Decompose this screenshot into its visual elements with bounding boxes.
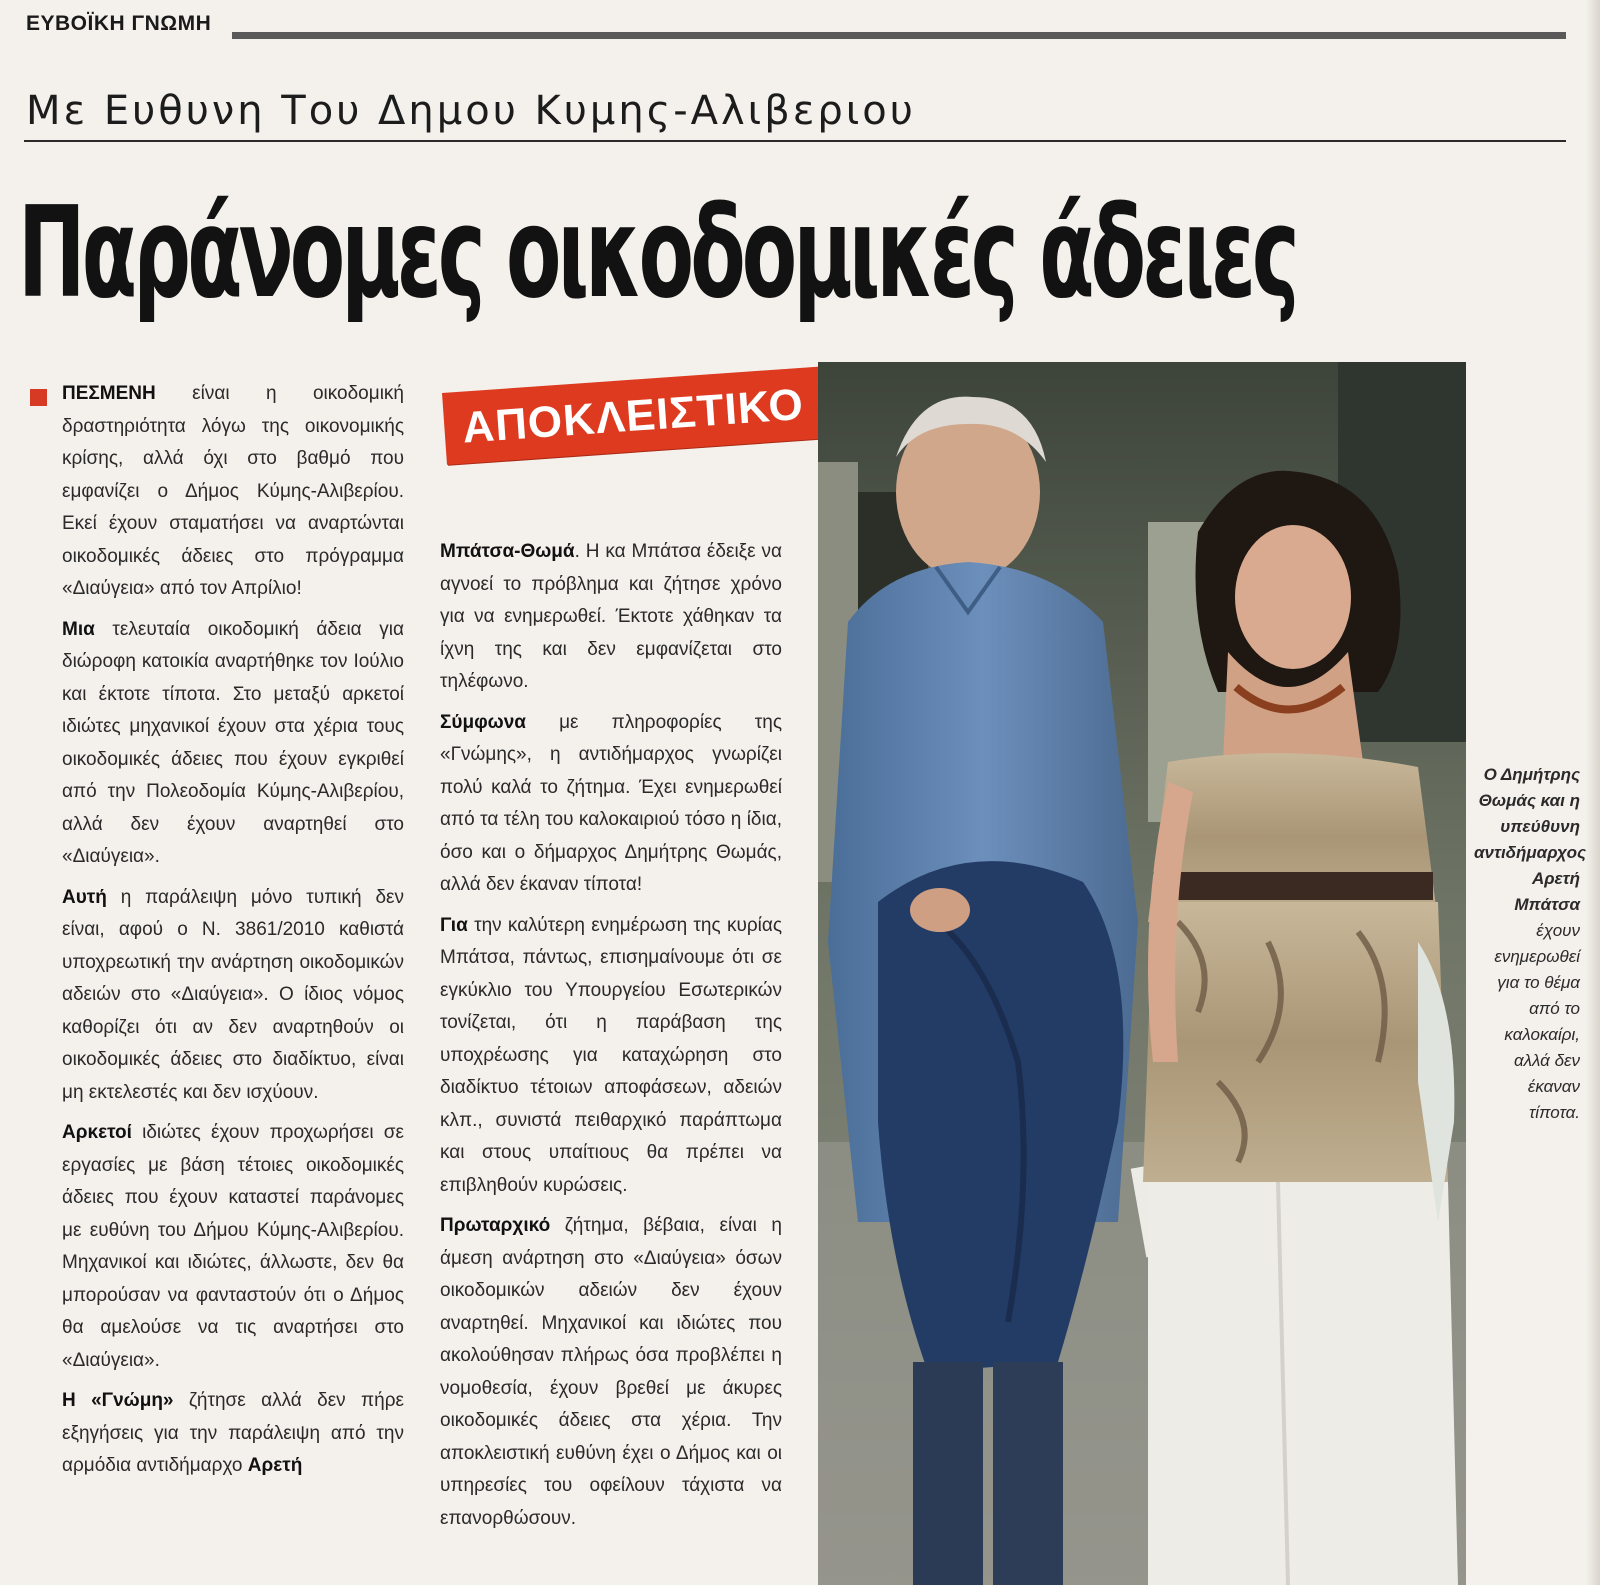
section-rule: [24, 140, 1566, 142]
paragraph: [440, 536, 782, 699]
paragraph-text: είναι η οικοδομική δραστηριότητα λόγω της οικονομικής κρίσης, αλλά όχι στο βαθμό που εμφανίζει ο Δήμος Κύμης-Αλιβερίου. Εκεί έχουν σταματήσει να αναρτώνται οικοδομικές άδειες στο πρόγραμμα «Διαύγεια» από τον Απρίλιο!: [62, 383, 404, 599]
paragraph-tail: Αρετή: [247, 1455, 303, 1476]
article-column-1: [62, 378, 404, 1491]
paragraph-lead: ΠΕΣΜΕΝΗ: [62, 383, 156, 404]
paragraph-lead: Η «Γνώμη»: [62, 1390, 174, 1411]
paragraph: [62, 1385, 404, 1483]
lead-bullet: [30, 389, 47, 406]
paragraph-lead: Μπάτσα-Θωμά: [440, 541, 575, 562]
caption-lead: Ο Δημήτρης Θωμάς και η υπεύθυνη αντιδήμαρχος Αρετή Μπάτσα: [1474, 765, 1587, 914]
paragraph: [62, 614, 404, 874]
paragraph-text: ιδιώτες έχουν προχωρήσει σε εργασίες με βάση τέτοιες οικοδομικές άδειες που έχουν καταστεί παράνομες με ευθύνη του Δήμου Κύμης-Αλιβερίου. Μηχανικοί και ιδιώτες, άλλωστε, δεν θα μπορούσαν να φανταστούν ότι ο Δήμος θα αμελούσε να τις αναρτήσει στο «Διαύγεια».: [62, 1122, 404, 1371]
paragraph-lead: Σύμφωνα: [440, 711, 526, 733]
paragraph-lead: Για: [440, 914, 468, 936]
paragraph-text: ζήτησε αλλά δεν πήρε εξηγήσεις για την παράλειψη από την αρμόδια αντιδήμαρχο: [62, 1390, 405, 1476]
photo-caption: [1474, 762, 1587, 1126]
paragraph-text: ζήτημα, βέβαια, είναι η άμεση ανάρτηση στο «Διαύγεια» όσων οικοδομικών αδειών δεν έχουν αναρτηθεί. Μηχανικοί και ιδιώτες που ακολούθησαν πλήρως όσα προβλέπει η νομοθεσία, έχουν βρεθεί με άκυρες οικοδομικές άδειες στα χέρια. Την αποκλειστική ευθύνη έχει ο Δήμος και οι υπηρεσίες του οφείλουν τάχιστα να επανορθώσουν.: [440, 1215, 782, 1529]
masthead-rule: [232, 32, 1566, 39]
paragraph-text: την καλύτερη ενημέρωση της κυρίας Μπάτσα, πάντως, επισημαίνουμε ότι σε εγκύκλιο του Υπουργείου Εσωτερικών τονίζεται, ότι η παράβαση της υποχρέωσης για καταχώρηση στο διαδίκτυο τέτοιων αποφάσεων, αδειών κλπ., συνιστά πειθαρχικό παράπτωμα και στους υπαίτιους θα πρέπει να επιβληθούν κυρώσεις.: [440, 914, 782, 1196]
headline: Παράνομες οικοδομικές άδειες: [18, 179, 1296, 326]
paragraph: [440, 1210, 782, 1535]
paragraph-lead: Αρκετοί: [62, 1122, 132, 1143]
news-photo: [818, 362, 1466, 1585]
paragraph: [440, 910, 782, 1203]
paragraph-text: τελευταία οικοδομική άδεια για διώροφη κατοικία αναρτήθηκε τον Ιούλιο και έκτοτε τίποτα. Στο μεταξύ αρκετοί ιδιώτες μηχανικοί έχουν στα χέρια τους οικοδομικές άδειες που έχουν εγκριθεί από την Πολεοδομία Κύμης-Αλιβερίου, αλλά δεν έχουν αναρτηθεί στο «Διαύγεια».: [62, 618, 404, 867]
paragraph-lead: Αυτή: [62, 886, 107, 908]
paragraph-text: η παράλειψη μόνο τυπική δεν είναι, αφού ο Ν. 3861/2010 καθιστά υποχρεωτική την ανάρτηση οικοδομικών αδειών στο «Διαύγεια». Ο ίδιος νόμος καθορίζει ότι αν δεν αναρτηθούν οι οικοδομικές άδειες στο διαδίκτυο, είναι μη εκτελεστές και δεν ισχύουν.: [62, 886, 404, 1103]
section-heading: Με Ευθυνη Του Δημου Κυμης-Αλιβεριου: [26, 88, 916, 134]
paragraph-lead: Μια: [62, 618, 95, 640]
masthead: ΕΥΒΟΪΚΗ ΓΝΩΜΗ: [26, 12, 212, 35]
paragraph: [440, 707, 782, 902]
caption-text: έχουν ενημερωθεί για το θέμα από το καλοκαίρι, αλλά δεν έκαναν τίποτα.: [1494, 921, 1580, 1122]
paragraph: [62, 882, 404, 1110]
page-edge-shadow: [1586, 0, 1600, 1585]
paragraph: [62, 378, 404, 606]
exclusive-badge: ΑΠΟΚΛΕΙΣΤΙΚΟ: [442, 367, 824, 465]
paragraph: [62, 1117, 404, 1377]
article-column-2: [440, 536, 782, 1543]
paragraph-text: με πληροφορίες της «Γνώμης», η αντιδήμαρχος γνωρίζει πολύ καλά το ζήτημα. Έχει ενημερωθεί από τα τέλη του καλοκαιριού τόσο η ίδια, όσο και ο δήμαρχος Δημήτρης Θωμάς, αλλά δεν έκαναν τίποτα!: [440, 711, 782, 895]
paragraph-lead: Πρωταρχικό: [440, 1215, 551, 1236]
paragraph-text: . Η κα Μπάτσα έδειξε να αγνοεί το πρόβλημα και ζήτησε χρόνο για να ενημερωθεί. Έκτοτε χάθηκαν τα ίχνη της και δεν εμφανίζεται στο τηλέφωνο.: [440, 541, 782, 692]
